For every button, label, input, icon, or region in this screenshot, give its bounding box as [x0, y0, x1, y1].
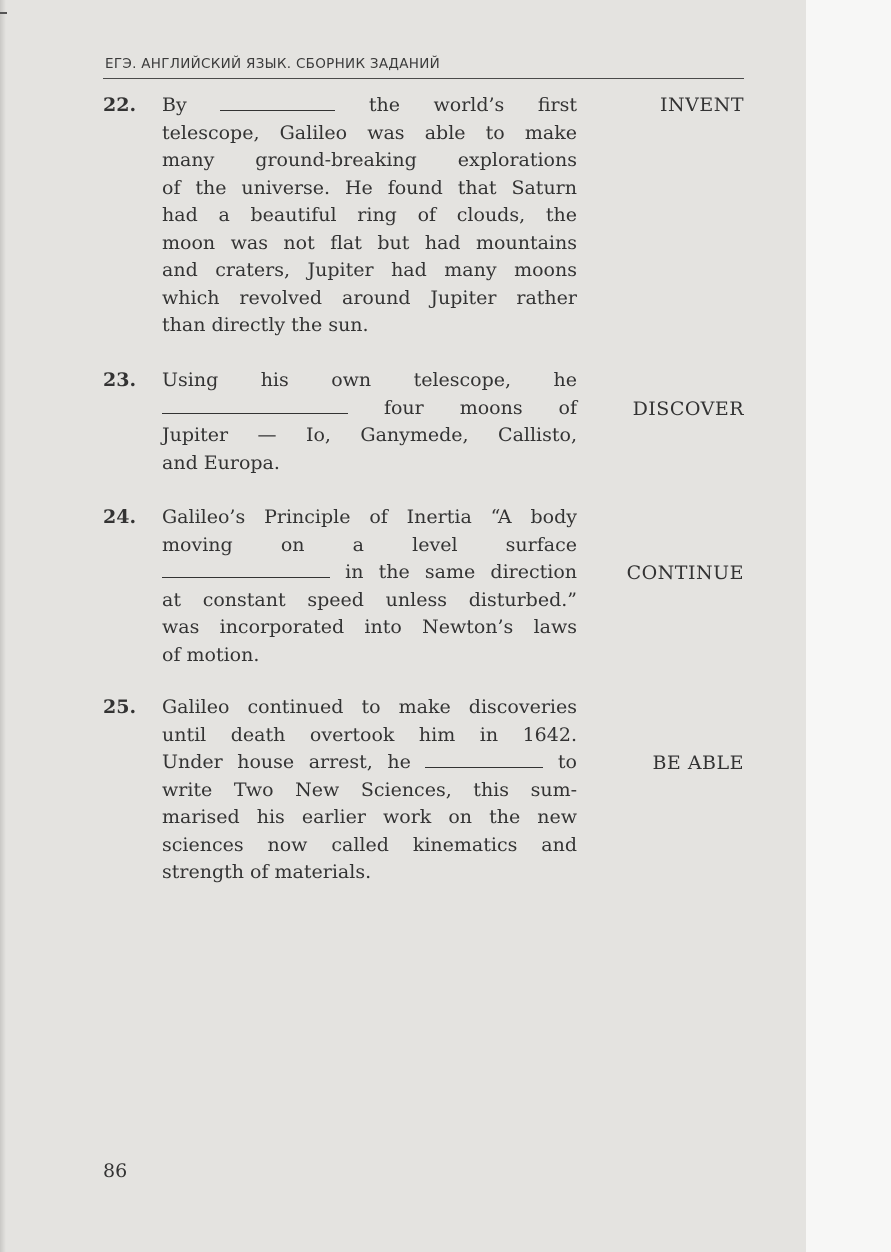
task-text — [162, 504, 577, 669]
task-line: moon was not flat but had mountains — [162, 231, 577, 254]
task-line: strength of materials. — [162, 861, 372, 883]
answer-blank — [425, 749, 543, 768]
task-line: of motion. — [162, 643, 260, 666]
task-text — [162, 694, 577, 887]
task-line: Jupiter — Io, Ganymede, Callisto, — [162, 424, 577, 446]
task-line: moving on a level surface — [162, 533, 577, 556]
task-line: at constant speed unless disturbed.” — [162, 588, 577, 611]
task-line: than directly the sun. — [162, 314, 369, 336]
task-number: 22. — [103, 94, 137, 116]
answer-blank — [220, 92, 335, 111]
answer-blank — [162, 559, 330, 578]
task-number: 25. — [103, 696, 137, 718]
task-text — [162, 92, 577, 340]
task-line: which revolved around Jupiter rather — [162, 286, 577, 309]
keyword: BE ABLE — [652, 752, 744, 774]
task-number: 24. — [103, 506, 137, 528]
page-number: 86 — [103, 1160, 128, 1182]
task-line: sciences now called kinematics and — [162, 833, 577, 856]
text-fragment: in the same direction — [345, 561, 578, 583]
text-fragment: the world’s first — [368, 94, 578, 116]
task-number: 23. — [103, 369, 137, 391]
task-line: until death overtook him in 1642. — [162, 723, 577, 746]
scan-margin — [806, 0, 891, 1252]
task-line: many ground-breaking explorations — [162, 149, 577, 171]
text-fragment: to — [557, 751, 577, 773]
task-line: and Europa. — [162, 451, 280, 474]
task-line: was incorporated into Newton’s laws — [162, 616, 577, 638]
task-line: and craters, Jupiter had many moons — [162, 259, 577, 281]
text-fragment: By — [162, 94, 187, 116]
task-line: marised his earlier work on the new — [162, 806, 577, 828]
header-rule — [103, 78, 744, 79]
keyword: CONTINUE — [626, 562, 744, 584]
task-line — [162, 92, 577, 120]
task-line — [162, 749, 577, 777]
task-line: of the universe. He found that Saturn — [162, 176, 577, 199]
task-line: Galileo continued to make discoveries — [162, 696, 577, 718]
task-line: had a beautiful ring of clouds, the — [162, 204, 577, 226]
keyword: DISCOVER — [632, 398, 744, 420]
running-head: ЕГЭ. АНГЛИЙСКИЙ ЯЗЫК. СБОРНИК ЗАДАНИЙ — [105, 56, 441, 72]
text-fragment: Under house arrest, he — [162, 751, 411, 773]
binding-shadow — [0, 0, 6, 1252]
task-text — [162, 367, 577, 477]
keyword: INVENT — [659, 94, 744, 116]
task-line: Galileo’s Principle of Inertia “A body — [162, 506, 577, 528]
task-line — [162, 559, 577, 587]
text-fragment: four moons of — [383, 396, 577, 419]
task-line: Using his own telescope, he — [162, 369, 577, 391]
binding-mark — [0, 12, 7, 14]
answer-blank — [162, 395, 348, 414]
task-line: write Two New Sciences, this sum- — [162, 778, 577, 801]
task-line: telescope, Galileo was able to make — [162, 121, 577, 144]
task-line — [162, 395, 577, 423]
